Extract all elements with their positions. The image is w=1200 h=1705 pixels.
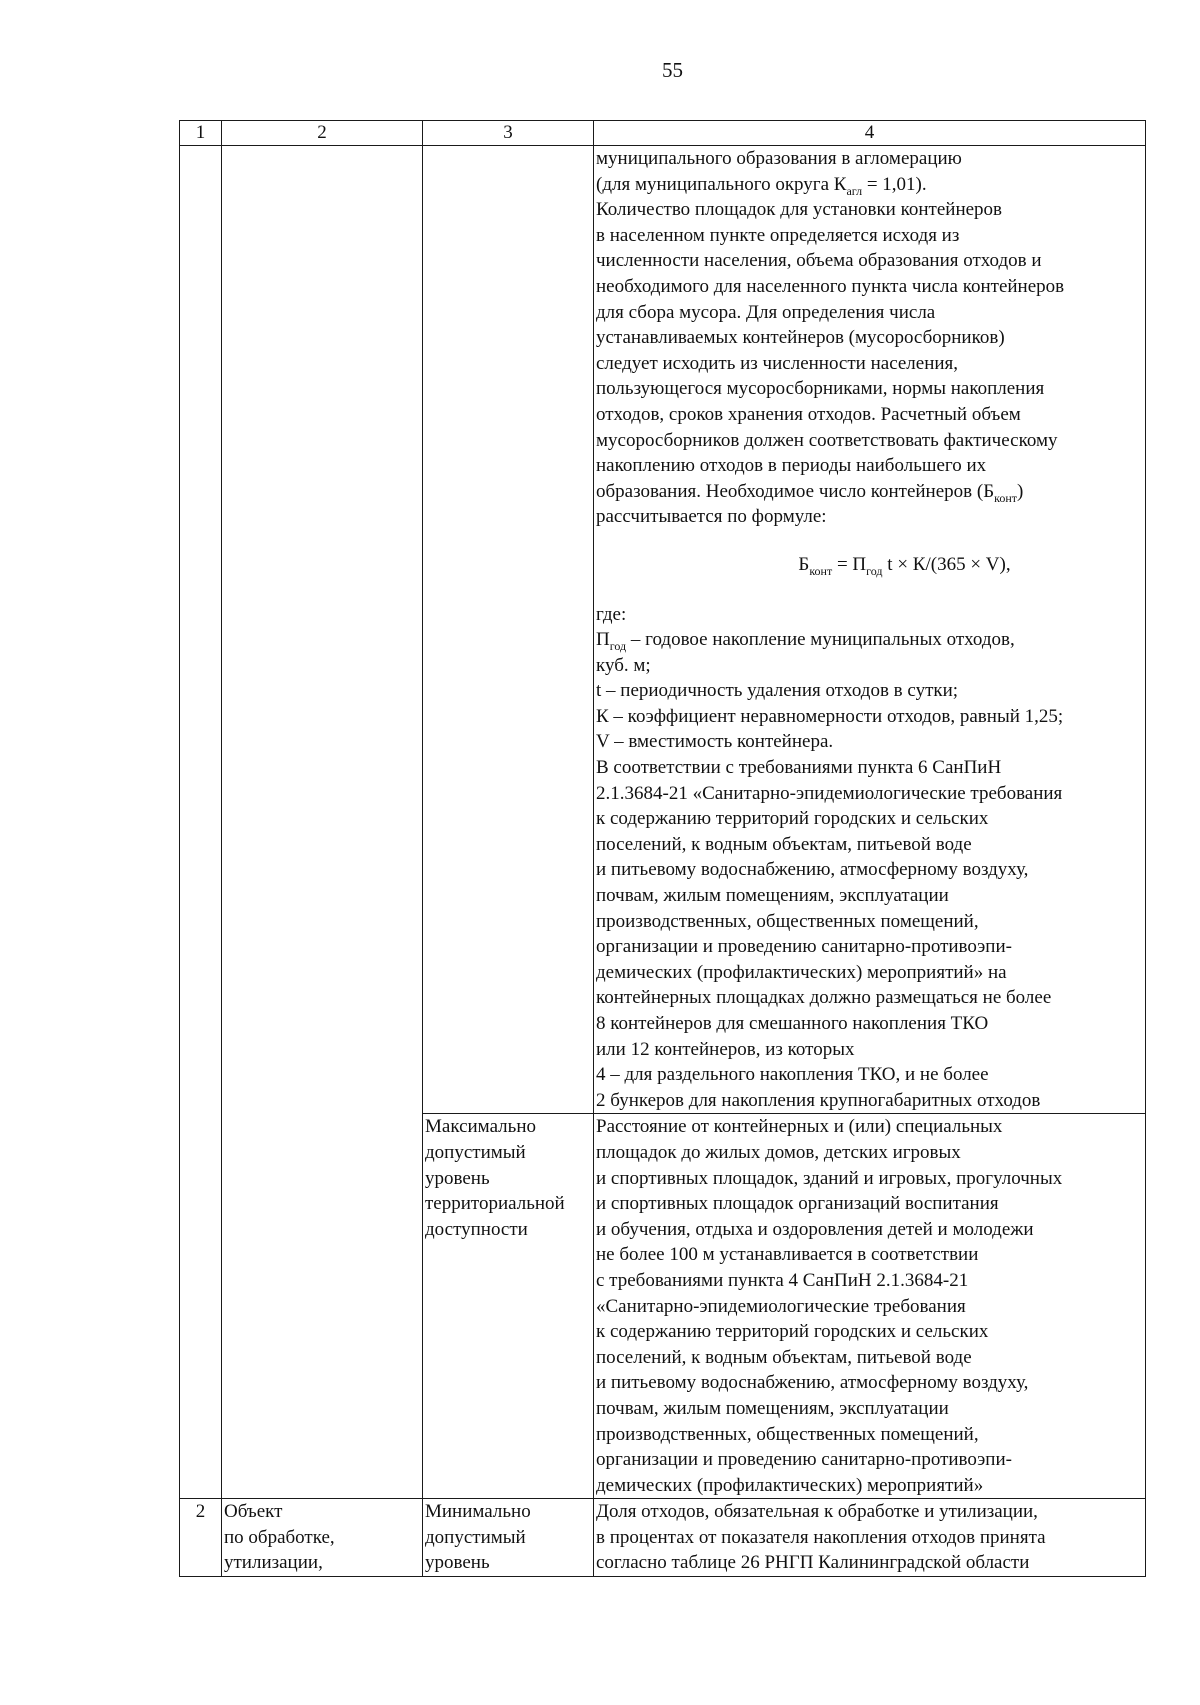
container-count-text: муниципального образования в агломерацию (для муниципального округа $К_{агл} = 1,01$). Количество площадок для установки контейнеров в населенном пункте определяется исходя из численности населения, объема образования отходов и необходимого для населенного пункта числа контейнеров для сбора мусора. Для определения числа устанавливаемых контейнеров (мусоросборников) следует исходить из численности населения, пользующегося мусоросборниками, нормы накопления отходов, сроков хранения отходов. Расчетный объем мусоросборников должен соответствовать фактическому накоплению отходов в периоды наибольшего их образования. Необходимое число контейнеров $(Б_{конт})$ рассчитывается по формуле: — [596, 148, 1065, 528]
page-number: 55 — [662, 58, 683, 82]
row1-col1 — [180, 146, 222, 1499]
formula-where: где: — [596, 603, 627, 625]
table-row — [180, 146, 1146, 1114]
row1-col3 — [423, 146, 594, 1114]
row3-col1: 2 — [180, 1499, 222, 1577]
container-formula: $Б_{конт} = П_{год}$ t × К/(365 × V), — [798, 553, 1011, 578]
row1-col4 — [594, 146, 1146, 1114]
row3-col2: Объект по обработке, утилизации, — [222, 1499, 423, 1577]
header-col-1: 1 — [180, 121, 222, 146]
row1-col2 — [222, 146, 423, 1499]
table-header-row — [180, 121, 1146, 146]
header-col-3: 3 — [423, 121, 594, 146]
table-row — [180, 1499, 1146, 1577]
row3-col4: Доля отходов, обязательная к обработке и утилизации, в процентах от показателя накопления отходов принята согласно таблице 26 РНГП Калининградской области — [594, 1499, 1146, 1577]
formula-definitions: t – периодичность удаления отходов в сутки; К – коэффициент неравномерности отходов, равный 1,25; V – вместимость контейнера. В соответствии с требованиями пункта 6 СанПиН 2.1.3684-21 «Санитарно-эпидемиологические требования к содержанию территорий городских и сельских поселений, к водным объектам, питьевой воде и питьевому водоснабжению, атмосферному воздуху, почвам, жилым помещениям, эксплуатации производственных, общественных помещений, организации и проведению санитарно-противоэпи- демических (профилактических) мероприятий» на контейнерных площадках должно размещаться не более 8 контейнеров для смешанного накопления ТКО или 12 контейнеров, из которых 4 – для раздельного накопления ТКО, и не более 2 бункеров для накопления крупногабаритных отходов — [596, 680, 1064, 1111]
row3-col3: Минимально допустимый уровень — [423, 1499, 594, 1577]
row2-col4: Расстояние от контейнерных и (или) специальных площадок до жилых домов, детских игровых и спортивных площадок, зданий и игровых, прогулочных и спортивных площадок организаций воспитания и обучения, отдыха и оздоровления детей и молодежи не более 100 м устанавливается в соответствии с требованиями пункта 4 СанПиН 2.1.3684-21 «Санитарно-эпидемиологические требования к содержанию территорий городских и сельских поселений, к водным объектам, питьевой воде и питьевому водоснабжению, атмосферному воздуху, почвам, жилым помещениям, эксплуатации производственных, общественных помещений, организации и проведению санитарно-противоэпи- демических (профилактических) мероприятий» — [594, 1114, 1146, 1499]
header-col-2: 2 — [222, 121, 423, 146]
pgod-definition: $П_{год}$ – годовое накопление муниципальных отходов, куб. м; — [596, 629, 1015, 676]
row2-col3: Максимально допустимый уровень территориальной доступности — [423, 1114, 594, 1499]
header-col-4: 4 — [594, 121, 1146, 146]
regulation-table — [179, 120, 1146, 1577]
